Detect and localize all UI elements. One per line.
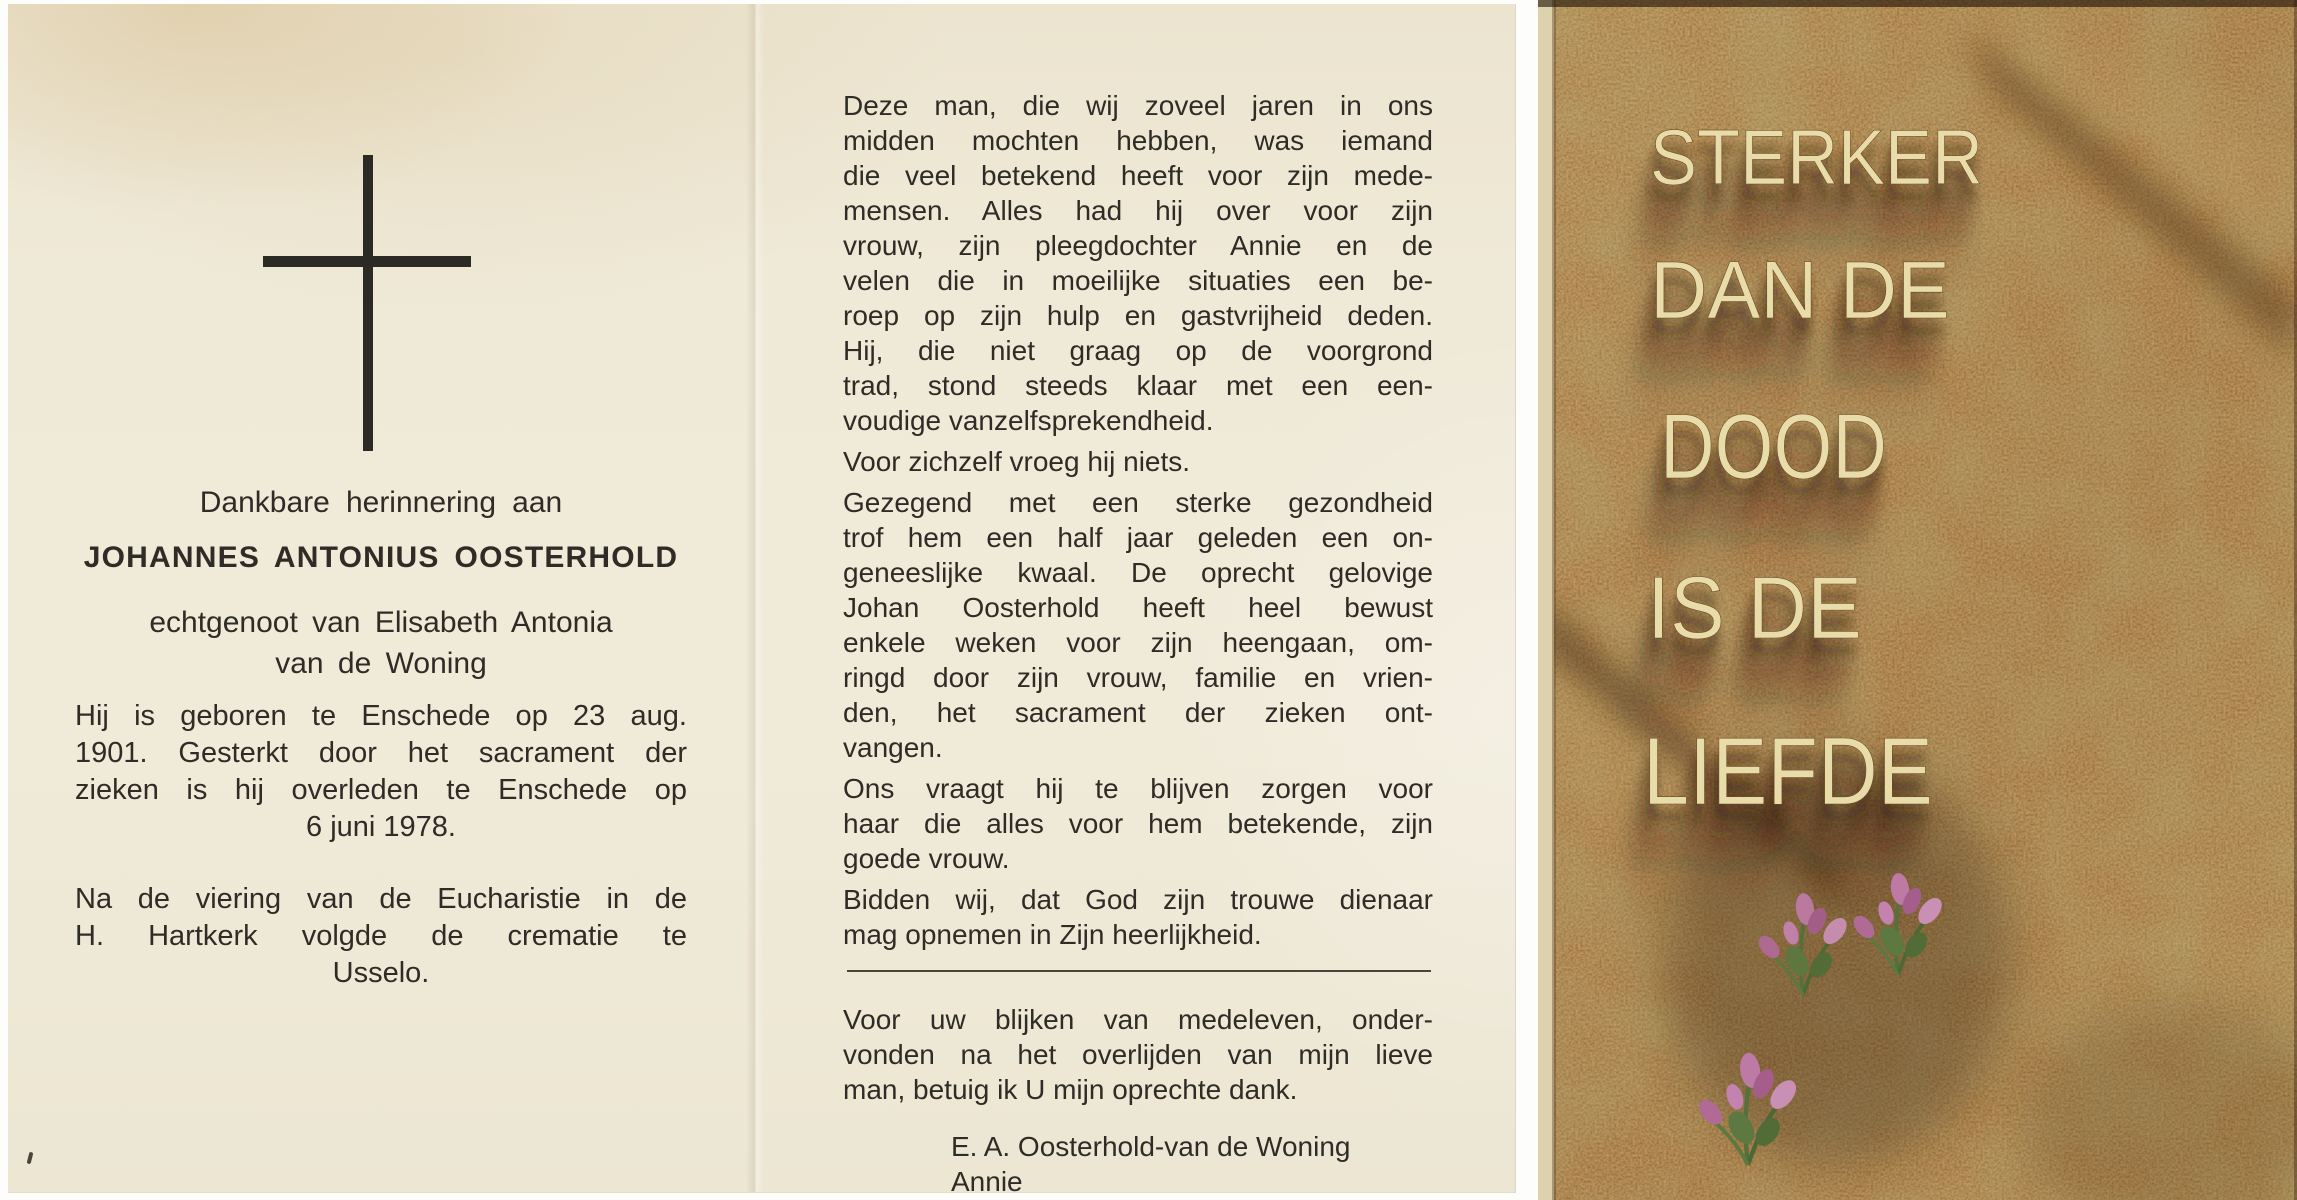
inscription-line: LIEFDE bbox=[1643, 718, 1933, 825]
eulogy-paragraph-5: Bidden wij, dat God zijn trouwe dienaar mag opnemen in Zijn heerlijkheid. bbox=[843, 884, 1433, 950]
funeral-details: Na de viering van de Eucharistie in de H. Hartkerk volgde de crematie te Usselo. bbox=[75, 883, 687, 989]
inscription-line: DOOD bbox=[1660, 396, 1887, 498]
cross-icon bbox=[263, 256, 471, 267]
fold-crease bbox=[746, 4, 764, 1192]
deceased-name: JOHANNES ANTONIUS OOSTERHOLD bbox=[83, 541, 679, 574]
life-details: Hij is geboren te Enschede op 23 aug. 1901. Gesterkt door het sacrament der zieken is hij overleden te Enschede op 6 juni 1978. bbox=[75, 700, 687, 843]
stone-photo bbox=[1538, 0, 2297, 1200]
eulogy-paragraph-4: Ons vraagt hij te blijven zorgen voor haar die alles voor hem betekende, zijn goede vrouw. bbox=[843, 773, 1433, 874]
signature-block bbox=[843, 1129, 1433, 1199]
spouse-lines: echtgenoot van Elisabeth Antonia van de Woning bbox=[149, 606, 613, 680]
memorial-label: Dankbare herinnering aan bbox=[199, 486, 563, 519]
inscription-line: IS DE bbox=[1647, 558, 1862, 657]
photo-top-edge bbox=[1538, 0, 2297, 7]
signature-name: E. A. Oosterhold-van de Woning bbox=[951, 1131, 1351, 1162]
photo-panel bbox=[1538, 0, 2297, 1200]
photo-edge-seam bbox=[1552, 0, 1556, 1200]
signature-nickname: Annie bbox=[951, 1166, 1023, 1197]
photo-left-edge bbox=[1538, 0, 1554, 1200]
eulogy-paragraph-3: Gezegend met een sterke gezondheid trof hem een half jaar geleden een on- geneeslijke kwaal. De oprecht gelovige Johan Oosterhold heeft heel bewust enkele weken voor zijn heengaan, om- ringd door zijn vrouw, familie en vrien- den, het sacrament der zieken ont- vangen. bbox=[843, 487, 1433, 763]
card-inner-spread bbox=[8, 4, 1516, 1197]
ink-speck bbox=[27, 1152, 34, 1165]
cross-icon bbox=[363, 155, 373, 451]
inscription-line: DAN DE bbox=[1650, 245, 1950, 336]
separator-line bbox=[847, 970, 1431, 972]
thanks-paragraph: Voor uw blijken van medeleven, onder- vonden na het overlijden van mijn lieve man, betuig ik U mijn oprechte dank. bbox=[843, 1004, 1433, 1105]
eulogy-paragraph-2: Voor zichzelf vroeg hij niets. bbox=[843, 446, 1191, 477]
inscription-line: STERKER bbox=[1650, 113, 1983, 201]
eulogy-paragraph-1: Deze man, die wij zoveel jaren in ons midden mochten hebben, was iemand die veel betekend heeft voor zijn mede- mensen. Alles had hij over voor zijn vrouw, zijn pleegdochter Annie en de velen die in moeilijke situaties een be- roep op zijn hulp en gastvrijheid deden. Hij, die niet graag op de voorgrond trad, stond steeds klaar met een een- voudige vanzelfsprekendheid. bbox=[843, 90, 1433, 436]
text-page bbox=[843, 88, 1433, 1199]
